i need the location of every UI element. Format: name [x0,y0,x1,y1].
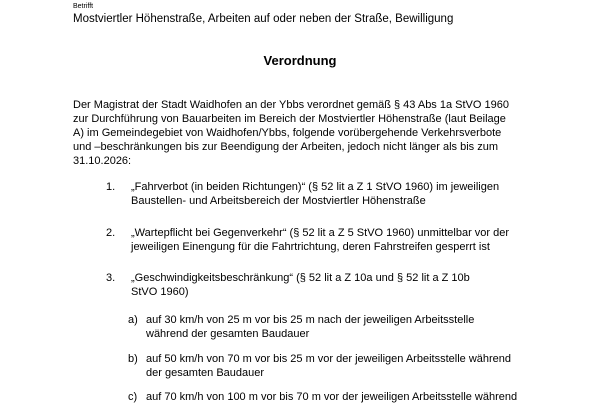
list-item-text [131,226,551,254]
list-item-line: StVO 1960) [131,286,189,298]
sub-item-letter: b) [128,353,138,365]
list-number: 3. [106,272,116,284]
sub-item-text [146,390,566,404]
list-number: 2. [106,227,116,239]
sub-item-line: auf 50 km/h von 70 m vor bis 25 m vor der jeweiligen Arbeitsstelle während [146,353,512,365]
sub-item-line: auf 30 km/h von 25 m vor bis 25 m nach der jeweiligen Arbeitsstelle [146,314,475,326]
list-item-text [131,271,551,299]
list-item-line: jeweiligen Einengung für die Fahrtrichtung, deren Fahrstreifen gesperrt ist [131,241,490,253]
subject-text: Mostviertler Höhenstraße, Arbeiten auf oder neben der Straße, Bewilligung [73,13,454,25]
list-item-line: Baustellen- und Arbeitsbereich der Mostviertler Höhenstraße [131,195,426,207]
intro-line: 31.10.2026: [73,155,132,167]
sub-item-letter: c) [128,391,138,403]
list-item-text [131,180,551,208]
intro-line: Der Magistrat der Stadt Waidhofen an der Ybbs verordnet gemäß § 43 Abs 1a StVO 1960 [73,99,509,111]
sub-item-line: während der gesamten Baudauer [146,328,310,340]
sub-item-line: auf 70 km/h von 100 m vor bis 70 m vor der jeweiligen Arbeitsstelle während [146,391,518,403]
list-item-line: „Geschwindigkeitsbeschränkung“ (§ 52 lit a Z 10a und § 52 lit a Z 10b [131,272,470,284]
sub-item-line: der gesamten Baudauer [146,367,265,379]
sub-item-letter: a) [128,314,138,326]
intro-paragraph [73,98,543,168]
document-title: Verordnung [263,53,337,68]
intro-line: und –beschränkungen bis zur Beendigung der Arbeiten, jedoch nicht länger als bis zum [73,141,498,153]
intro-line: zur Durchführung von Bauarbeiten im Bereich der Mostviertler Höhenstraße (laut Beilage [73,113,506,125]
intro-line: A) im Gemeindegebiet von Waidhofen/Ybbs, folgende vorübergehende Verkehrsverbote [73,127,502,139]
sub-item-text [146,313,566,341]
list-item-line: „Wartepflicht bei Gegenverkehr“ (§ 52 lit a Z 5 StVO 1960) unmittelbar vor der [131,227,510,239]
sub-item-text [146,352,566,380]
subject-label: Betrifft [73,3,94,10]
list-number: 1. [106,181,116,193]
list-item-line: „Fahrverbot (in beiden Richtungen)“ (§ 52 lit a Z 1 StVO 1960) im jeweiligen [131,181,500,193]
